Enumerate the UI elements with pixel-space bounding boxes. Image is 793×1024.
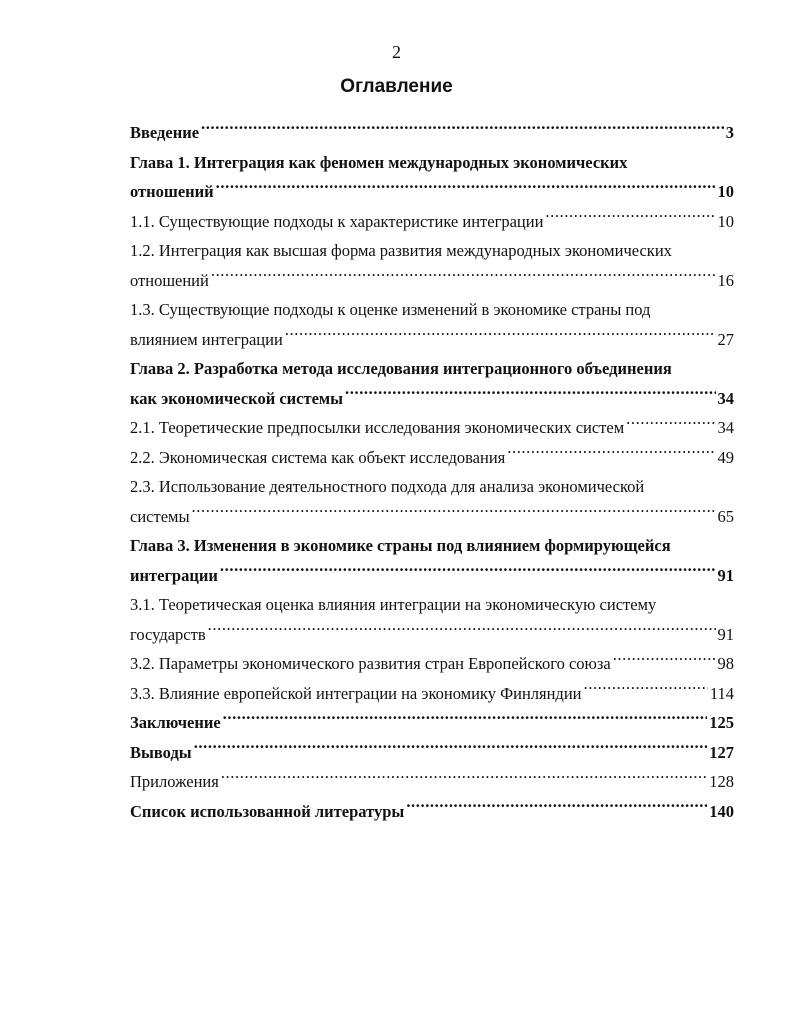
dot-leader [223, 712, 708, 729]
dot-leader [406, 800, 707, 817]
toc-entry-page: 114 [709, 683, 734, 703]
dot-leader [626, 417, 715, 434]
toc-entry-title: государств [130, 624, 206, 644]
toc-entry-title: 2.3. Использование деятельностного подхода для анализа экономической [130, 477, 645, 496]
toc-entry [130, 679, 734, 709]
toc-entry-title: как экономической системы [130, 388, 344, 408]
toc-entry-title: отношений [130, 270, 209, 290]
toc-entry-page: 3 [725, 123, 734, 142]
dot-leader [211, 269, 716, 286]
dot-leader [545, 210, 715, 227]
toc-entry-page: 10 [717, 211, 734, 231]
toc-entry-title: Список использованной литературы [130, 801, 405, 821]
table-of-contents [130, 118, 734, 826]
toc-entry [130, 531, 734, 590]
toc-entry [130, 148, 734, 207]
toc-entry [130, 649, 734, 679]
toc-entry [130, 472, 734, 531]
toc-entry [130, 738, 734, 768]
toc-entry [130, 118, 734, 148]
toc-entry-page: 27 [717, 329, 734, 349]
toc-entry [130, 236, 734, 295]
toc-entry [130, 443, 734, 473]
toc-entry-title: Введение [130, 123, 200, 142]
toc-entry [130, 767, 734, 797]
toc-entry-title: 2.1. Теоретические предпосылки исследования экономических систем [130, 418, 625, 437]
dot-leader [216, 181, 716, 198]
toc-entry-page: 128 [709, 772, 734, 791]
toc-entry [130, 708, 734, 738]
toc-entry [130, 295, 734, 354]
toc-entry-title: 1.2. Интеграция как высшая форма развития международных экономических [130, 241, 672, 260]
toc-entry-title: влиянием интеграции [130, 329, 283, 349]
dot-leader [221, 771, 707, 788]
toc-entry-title: Заключение [130, 713, 221, 732]
toc-entry-title: 3.1. Теоретическая оценка влияния интеграции на экономическую систему [130, 595, 657, 614]
toc-entry-title: 3.3. Влияние европейской интеграции на экономику Финляндии [130, 683, 582, 703]
dot-leader [201, 122, 724, 139]
toc-entry-page: 98 [717, 654, 734, 673]
toc-entry-title: 1.1. Существующие подходы к характеристике интеграции [130, 211, 544, 231]
toc-entry-page: 34 [717, 418, 734, 437]
dot-leader [220, 564, 716, 581]
toc-entry [130, 413, 734, 443]
toc-entry-title: отношений [130, 182, 214, 201]
toc-entry-page: 34 [717, 388, 734, 408]
dot-leader [345, 387, 715, 404]
toc-entry-page: 16 [717, 270, 734, 290]
toc-entry-title: Приложения [130, 772, 219, 791]
toc-entry [130, 590, 734, 649]
toc-entry-title: Глава 2. Разработка метода исследования интеграционного объединения [130, 359, 672, 378]
toc-entry-title: 2.2. Экономическая система как объект исследования [130, 447, 506, 467]
toc-entry-title: 1.3. Существующие подходы к оценке изменений в экономике страны под [130, 300, 651, 319]
toc-entry-page: 140 [709, 801, 734, 821]
toc-entry-page: 10 [717, 182, 734, 201]
toc-entry-page: 91 [717, 624, 734, 644]
toc-entry-title: Глава 1. Интеграция как феномен международных экономических [130, 152, 628, 172]
toc-entry-title: Глава 3. Изменения в экономике страны под влиянием формирующейся [130, 536, 671, 555]
page-number: 2 [392, 42, 401, 62]
dot-leader [208, 623, 716, 640]
toc-entry-page: 65 [717, 506, 734, 526]
dot-leader [192, 505, 716, 522]
toc-entry-title: 3.2. Параметры экономического развития стран Европейского союза [130, 654, 611, 673]
toc-entry-page: 125 [709, 713, 734, 732]
dot-leader [285, 328, 716, 345]
dot-leader [613, 653, 716, 670]
toc-entry-title: интеграции [130, 565, 218, 585]
page-title: Оглавление [340, 76, 453, 97]
toc-entry [130, 207, 734, 237]
toc-entry-page: 91 [717, 565, 734, 585]
toc-entry-title: Выводы [130, 742, 192, 762]
dot-leader [194, 741, 708, 758]
toc-entry [130, 797, 734, 827]
toc-entry-page: 127 [709, 742, 734, 762]
dot-leader [507, 446, 715, 463]
toc-entry [130, 354, 734, 413]
toc-entry-title: системы [130, 506, 190, 526]
toc-entry-page: 49 [717, 447, 734, 467]
dot-leader [584, 682, 708, 699]
